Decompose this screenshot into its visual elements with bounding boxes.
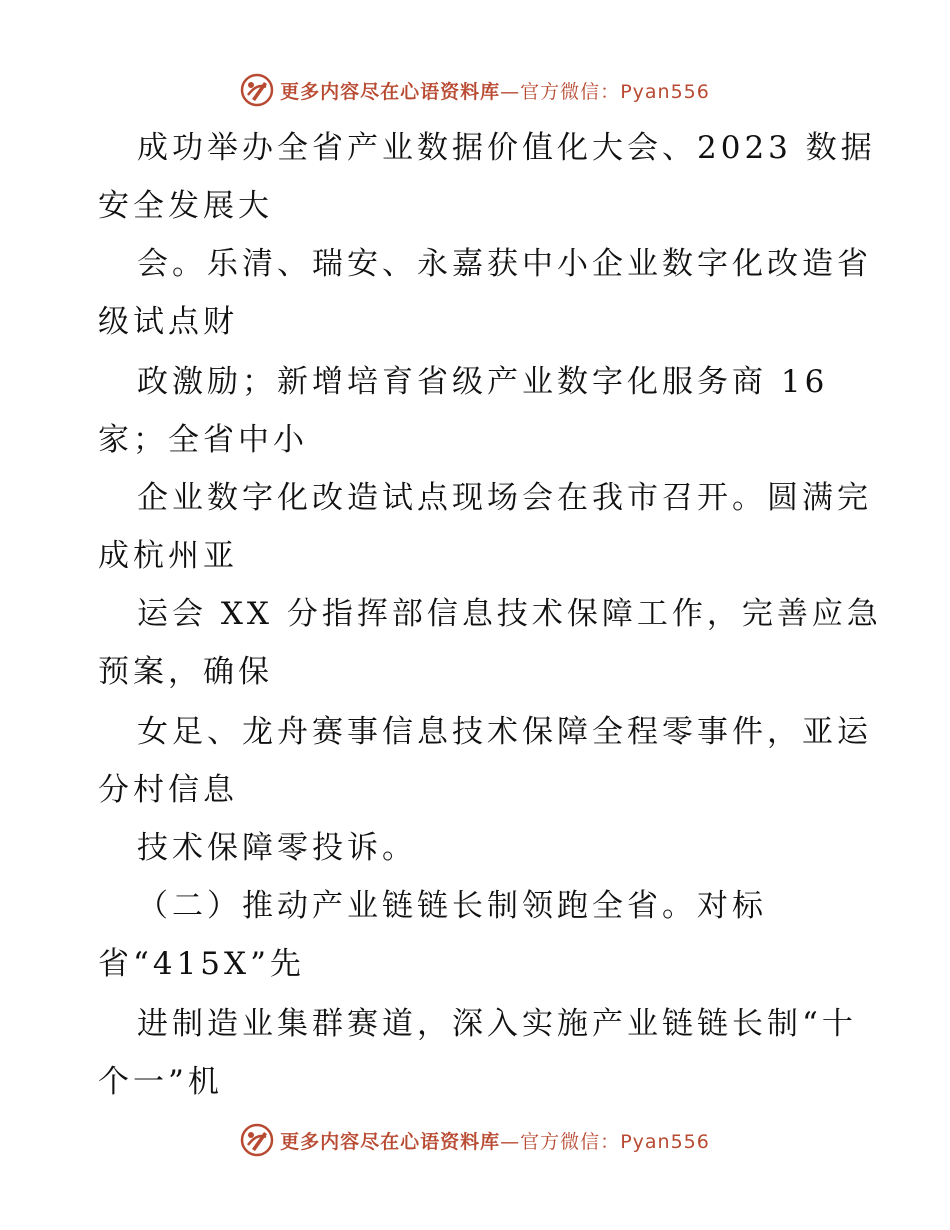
banner-wechat-label: 官方微信： [520,1130,621,1153]
banner-dash: — [500,1130,521,1153]
body-line: 成功举办全省产业数据价值化大会、2023 数据 [137,130,876,166]
body-line: 分村信息 [98,772,238,808]
body-line: 企业数字化改造试点现场会在我市召开。圆满完 [137,480,872,516]
banner-library-text: 更多内容尽在心语资料库 [280,1130,501,1153]
body-line: 个一”机 [98,1064,223,1100]
body-line: 会。乐清、瑞安、永嘉获中小企业数字化改造省 [137,246,872,282]
banner-wechat-id: Pyan556 [620,1130,710,1153]
body-line: 女足、龙舟赛事信息技术保障全程零事件，亚运 [137,714,872,750]
banner-dash: — [500,80,521,103]
body-line: 技术保障零投诉。 [137,830,417,866]
book-pen-logo-icon [240,1123,274,1157]
footer-banner [0,1118,950,1162]
body-line: 级试点财 [98,304,238,340]
body-line: 进制造业集群赛道，深入实施产业链链长制“十 [137,1006,857,1042]
banner-wechat-id: Pyan556 [620,80,710,103]
section-heading: （二）推动产业链链长制领跑全省。对标 [137,888,767,924]
banner-library-text: 更多内容尽在心语资料库 [280,80,501,103]
body-line: 家；全省中小 [98,422,308,458]
body-line: 安全发展大 [98,188,273,224]
body-line: 运会 XX 分指挥部信息技术保障工作，完善应急 [137,596,882,632]
body-line: 省“415X”先 [98,946,305,982]
body-line: 预案，确保 [98,654,273,690]
banner-text [280,1127,710,1154]
body-line: 政激励；新增培育省级产业数字化服务商 16 [137,364,829,400]
body-line: 成杭州亚 [98,538,238,574]
banner-wechat-label: 官方微信： [520,80,621,103]
